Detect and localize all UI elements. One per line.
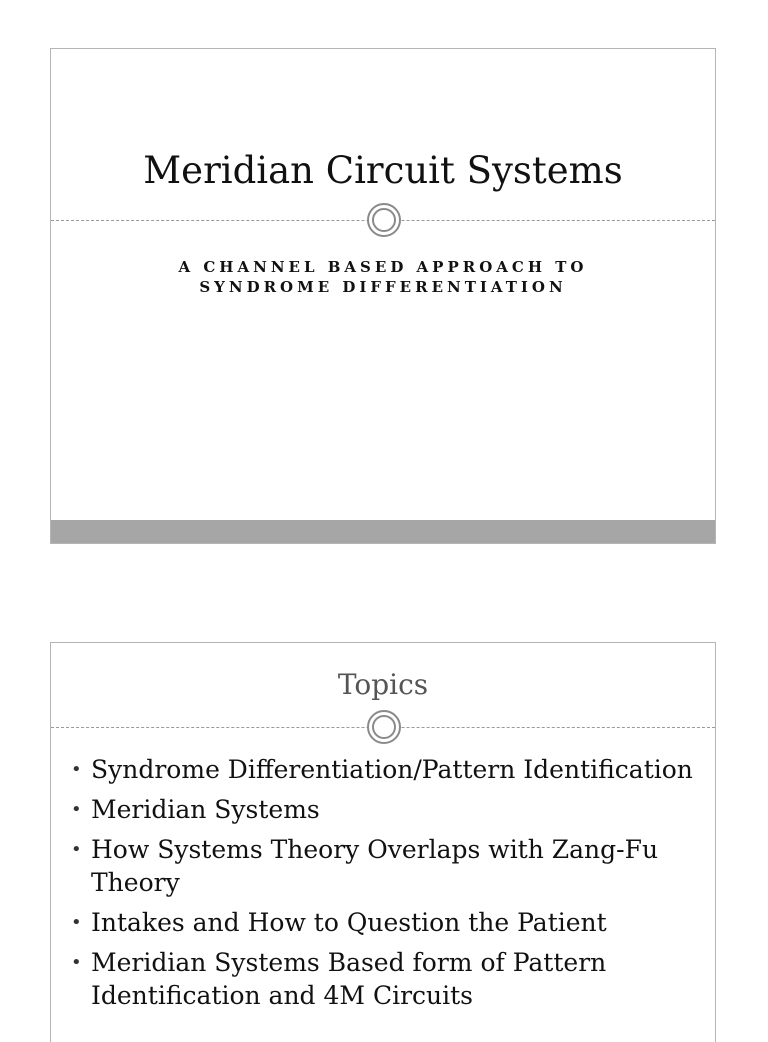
slide-title: Meridian Circuit Systems [143, 149, 623, 192]
slide-subtitle [51, 257, 715, 297]
slide-title: Topics [337, 668, 429, 701]
list-item-text: Meridian Systems Based form of Pattern Identification and 4M Circuits [91, 948, 607, 1010]
list-item [69, 833, 705, 899]
bullet-icon: • [71, 759, 82, 780]
circle-ornament-icon [367, 203, 401, 237]
list-item [69, 946, 705, 1012]
list-item [69, 906, 705, 939]
bullet-icon: • [71, 952, 82, 973]
subtitle-line: A CHANNEL BASED APPROACH TO [178, 258, 588, 276]
slide-footer-bar [51, 520, 715, 543]
bullet-icon: • [71, 839, 82, 860]
bullet-icon: • [71, 912, 82, 933]
subtitle-line: SYNDROME DIFFERENTIATION [199, 278, 567, 296]
title-slide [50, 48, 716, 544]
list-item [69, 793, 705, 826]
topics-slide [50, 642, 716, 1042]
list-item-text: Meridian Systems [91, 795, 320, 824]
list-item-text: How Systems Theory Overlaps with Zang-Fu Theory [91, 835, 659, 897]
topics-list [69, 753, 705, 1019]
bullet-icon: • [71, 799, 82, 820]
circle-ornament-icon [367, 710, 401, 744]
list-item-text: Syndrome Differentiation/Pattern Identification [91, 755, 693, 784]
list-item [69, 753, 705, 786]
list-item-text: Intakes and How to Question the Patient [91, 908, 607, 937]
